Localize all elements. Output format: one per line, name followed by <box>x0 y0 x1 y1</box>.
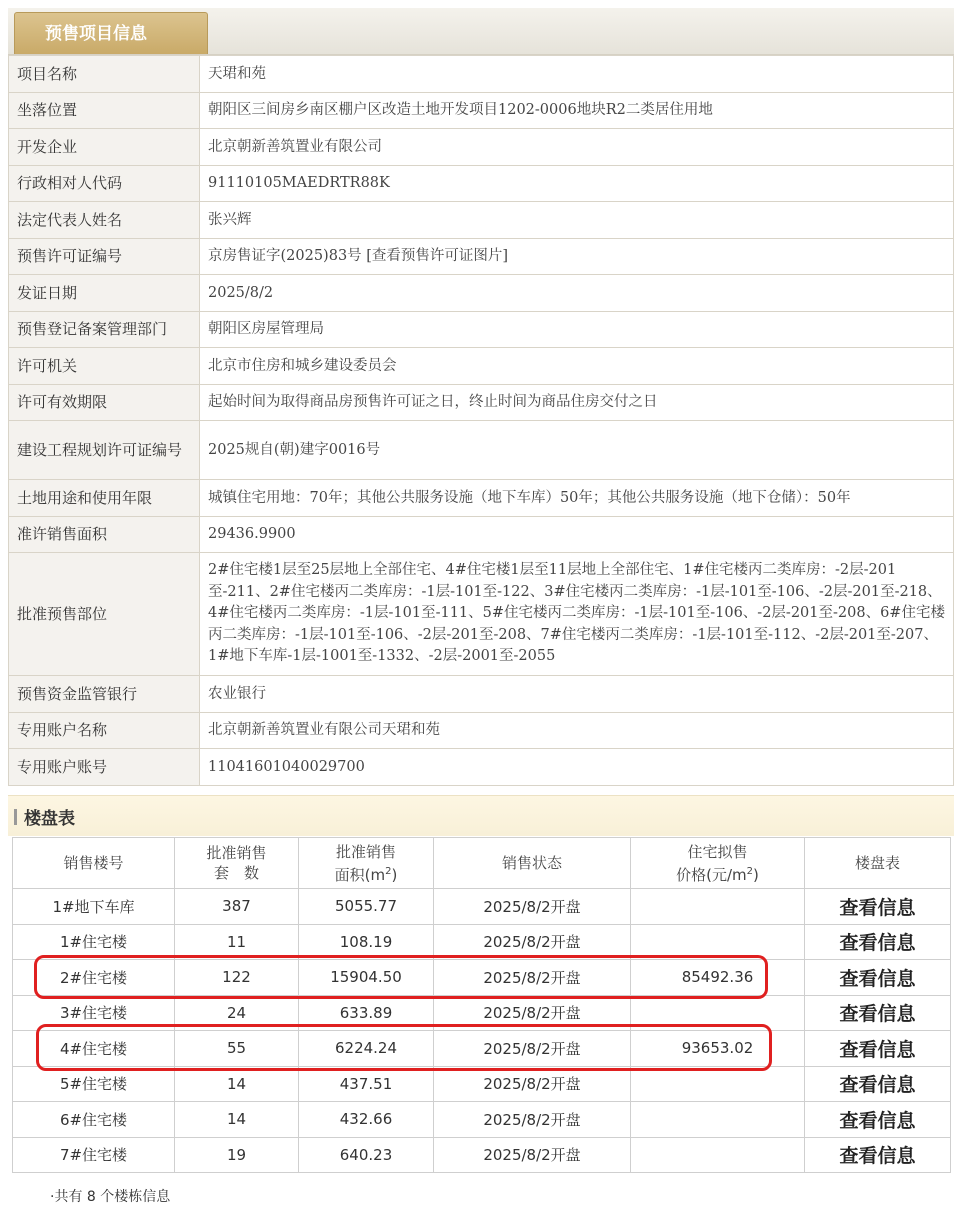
area-cell: 5055.77 <box>299 889 434 925</box>
building-no-cell: 1#住宅楼 <box>13 924 175 960</box>
info-value: 北京市住房和城乡建设委员会 <box>200 348 954 385</box>
area-cell: 437.51 <box>299 1066 434 1102</box>
info-value: 11041601040029700 <box>200 749 954 786</box>
building-no-cell: 4#住宅楼 <box>13 1031 175 1067</box>
view-info-link[interactable]: 查看信息 <box>805 995 951 1031</box>
view-info-link[interactable]: 查看信息 <box>805 889 951 925</box>
price-cell <box>631 924 805 960</box>
col-building-table: 楼盘表 <box>805 838 951 889</box>
building-no-cell: 3#住宅楼 <box>13 995 175 1031</box>
info-row <box>9 516 954 553</box>
table-row <box>13 1102 951 1138</box>
area-cell: 15904.50 <box>299 960 434 996</box>
info-row <box>9 311 954 348</box>
info-value: 张兴辉 <box>200 202 954 239</box>
table-row <box>13 924 951 960</box>
info-value: 2#住宅楼1层至25层地上全部住宅、4#住宅楼1层至11层地上全部住宅、1#住宅楼丙二类库房：-2层-201至-211、2#住宅楼丙二类库房：-1层-101至-122、3#住宅楼丙二类库房：-1层-101至-106、-2层-201至-218、4#住宅楼丙二类库房：-1层-101至-111、5#住宅楼丙二类库房：-1层-101至-106、-2层-201至-208、6#住宅楼丙二类库房：-1层-101至-106、-2层-201至-208、7#住宅楼丙二类库房：-1层-101至-112、-2层-201至-207、1#地下车库-1层-1001至-1332、-2层-2001至-2055 <box>200 553 954 676</box>
info-value[interactable]: 京房售证字(2025)83号 [查看预售许可证图片] <box>200 238 954 275</box>
info-label: 建设工程规划许可证编号 <box>9 421 200 480</box>
info-row <box>9 56 954 93</box>
info-label: 项目名称 <box>9 56 200 93</box>
area-cell: 108.19 <box>299 924 434 960</box>
section-bar-decoration <box>14 809 17 825</box>
view-info-link[interactable]: 查看信息 <box>805 1137 951 1173</box>
table-row <box>13 1066 951 1102</box>
info-value: 北京朝新善筑置业有限公司天珺和苑 <box>200 712 954 749</box>
status-cell: 2025/8/2开盘 <box>434 995 631 1031</box>
col-approved-area-line2: 面积(m <box>334 865 386 884</box>
price-cell <box>631 1102 805 1138</box>
info-label: 预售登记备案管理部门 <box>9 311 200 348</box>
status-cell: 2025/8/2开盘 <box>434 924 631 960</box>
sets-cell: 19 <box>175 1137 299 1173</box>
info-label: 土地用途和使用年限 <box>9 480 200 517</box>
info-row <box>9 238 954 275</box>
building-no-cell: 6#住宅楼 <box>13 1102 175 1138</box>
info-value: 朝阳区三间房乡南区棚户区改造土地开发项目1202-0006地块R2二类居住用地 <box>200 92 954 129</box>
status-cell: 2025/8/2开盘 <box>434 889 631 925</box>
info-label: 专用账户名称 <box>9 712 200 749</box>
info-value: 朝阳区房屋管理局 <box>200 311 954 348</box>
price-cell <box>631 889 805 925</box>
info-row <box>9 165 954 202</box>
col-price-line2: 价格(元/m <box>676 865 747 884</box>
col-approved-sets <box>175 838 299 889</box>
price-cell <box>631 1066 805 1102</box>
building-no-cell: 1#地下车库 <box>13 889 175 925</box>
table-row <box>13 960 951 996</box>
col-approved-area-sup: 2 <box>385 865 392 877</box>
price-cell: 93653.02 <box>631 1031 805 1067</box>
status-cell: 2025/8/2开盘 <box>434 960 631 996</box>
info-label: 开发企业 <box>9 129 200 166</box>
info-row <box>9 92 954 129</box>
sets-cell: 387 <box>175 889 299 925</box>
view-info-link[interactable]: 查看信息 <box>805 960 951 996</box>
section-title: 楼盘表 <box>24 809 75 829</box>
col-approved-area <box>299 838 434 889</box>
info-value: 2025规自(朝)建字0016号 <box>200 421 954 480</box>
building-no-cell: 7#住宅楼 <box>13 1137 175 1173</box>
table-row <box>13 889 951 925</box>
sets-cell: 122 <box>175 960 299 996</box>
area-cell: 432.66 <box>299 1102 434 1138</box>
status-cell: 2025/8/2开盘 <box>434 1031 631 1067</box>
area-cell: 633.89 <box>299 995 434 1031</box>
info-label: 许可有效期限 <box>9 384 200 421</box>
info-row <box>9 202 954 239</box>
info-row <box>9 553 954 676</box>
building-no-cell: 2#住宅楼 <box>13 960 175 996</box>
info-value: 2025/8/2 <box>200 275 954 312</box>
col-approved-area-line1: 批准销售 <box>335 842 396 861</box>
status-cell: 2025/8/2开盘 <box>434 1102 631 1138</box>
building-section-header <box>8 795 954 836</box>
info-value: 29436.9900 <box>200 516 954 553</box>
info-row <box>9 348 954 385</box>
info-value: 北京朝新善筑置业有限公司 <box>200 129 954 166</box>
info-row <box>9 384 954 421</box>
sets-cell: 55 <box>175 1031 299 1067</box>
price-cell <box>631 1137 805 1173</box>
col-sale-status: 销售状态 <box>434 838 631 889</box>
sets-cell: 24 <box>175 995 299 1031</box>
info-row <box>9 275 954 312</box>
tab-presale-info[interactable]: 预售项目信息 <box>14 12 208 54</box>
info-label: 许可机关 <box>9 348 200 385</box>
col-approved-area-close: ) <box>391 865 398 884</box>
info-row <box>9 421 954 480</box>
presale-info-table <box>8 55 954 786</box>
info-label: 专用账户账号 <box>9 749 200 786</box>
info-value: 91110105MAEDRTR88K <box>200 165 954 202</box>
info-value: 农业银行 <box>200 676 954 713</box>
col-price-line1: 住宅拟售 <box>687 842 748 861</box>
info-label: 法定代表人姓名 <box>9 202 200 239</box>
info-value: 起始时间为取得商品房预售许可证之日，终止时间为商品住房交付之日 <box>200 384 954 421</box>
info-value: 城镇住宅用地：70年；其他公共服务设施（地下车库）50年；其他公共服务设施（地下仓储）：50年 <box>200 480 954 517</box>
view-info-link[interactable]: 查看信息 <box>805 1031 951 1067</box>
info-label: 批准预售部位 <box>9 553 200 676</box>
price-cell: 85492.36 <box>631 960 805 996</box>
col-price-sup: 2 <box>746 865 754 877</box>
info-label: 预售资金监管银行 <box>9 676 200 713</box>
info-label: 发证日期 <box>9 275 200 312</box>
col-building-no: 销售楼号 <box>13 838 175 889</box>
info-row <box>9 129 954 166</box>
view-info-link[interactable]: 查看信息 <box>805 1102 951 1138</box>
tab-bar <box>8 8 954 55</box>
sets-cell: 14 <box>175 1066 299 1102</box>
info-row <box>9 676 954 713</box>
view-info-link[interactable]: 查看信息 <box>805 924 951 960</box>
info-label: 准许销售面积 <box>9 516 200 553</box>
sets-cell: 14 <box>175 1102 299 1138</box>
info-row <box>9 480 954 517</box>
table-row <box>13 1031 951 1067</box>
col-approved-sets-line1: 批准销售 <box>206 844 267 862</box>
area-cell: 640.23 <box>299 1137 434 1173</box>
col-price <box>631 838 805 889</box>
sets-cell: 11 <box>175 924 299 960</box>
info-label: 行政相对人代码 <box>9 165 200 202</box>
col-approved-sets-line2: 套 数 <box>213 864 259 882</box>
info-label: 坐落位置 <box>9 92 200 129</box>
building-no-cell: 5#住宅楼 <box>13 1066 175 1102</box>
status-cell: 2025/8/2开盘 <box>434 1137 631 1173</box>
building-table-header <box>13 838 951 889</box>
table-row <box>13 1137 951 1173</box>
building-table <box>12 837 951 1173</box>
view-info-link[interactable]: 查看信息 <box>805 1066 951 1102</box>
info-row <box>9 712 954 749</box>
info-label: 预售许可证编号 <box>9 238 200 275</box>
status-cell: 2025/8/2开盘 <box>434 1066 631 1102</box>
info-value: 天珺和苑 <box>200 56 954 93</box>
price-cell <box>631 995 805 1031</box>
table-row <box>13 995 951 1031</box>
area-cell: 6224.24 <box>299 1031 434 1067</box>
info-row <box>9 749 954 786</box>
col-price-close: ) <box>753 865 759 884</box>
building-count: ·共有 8 个楼栋信息 <box>50 1189 171 1205</box>
